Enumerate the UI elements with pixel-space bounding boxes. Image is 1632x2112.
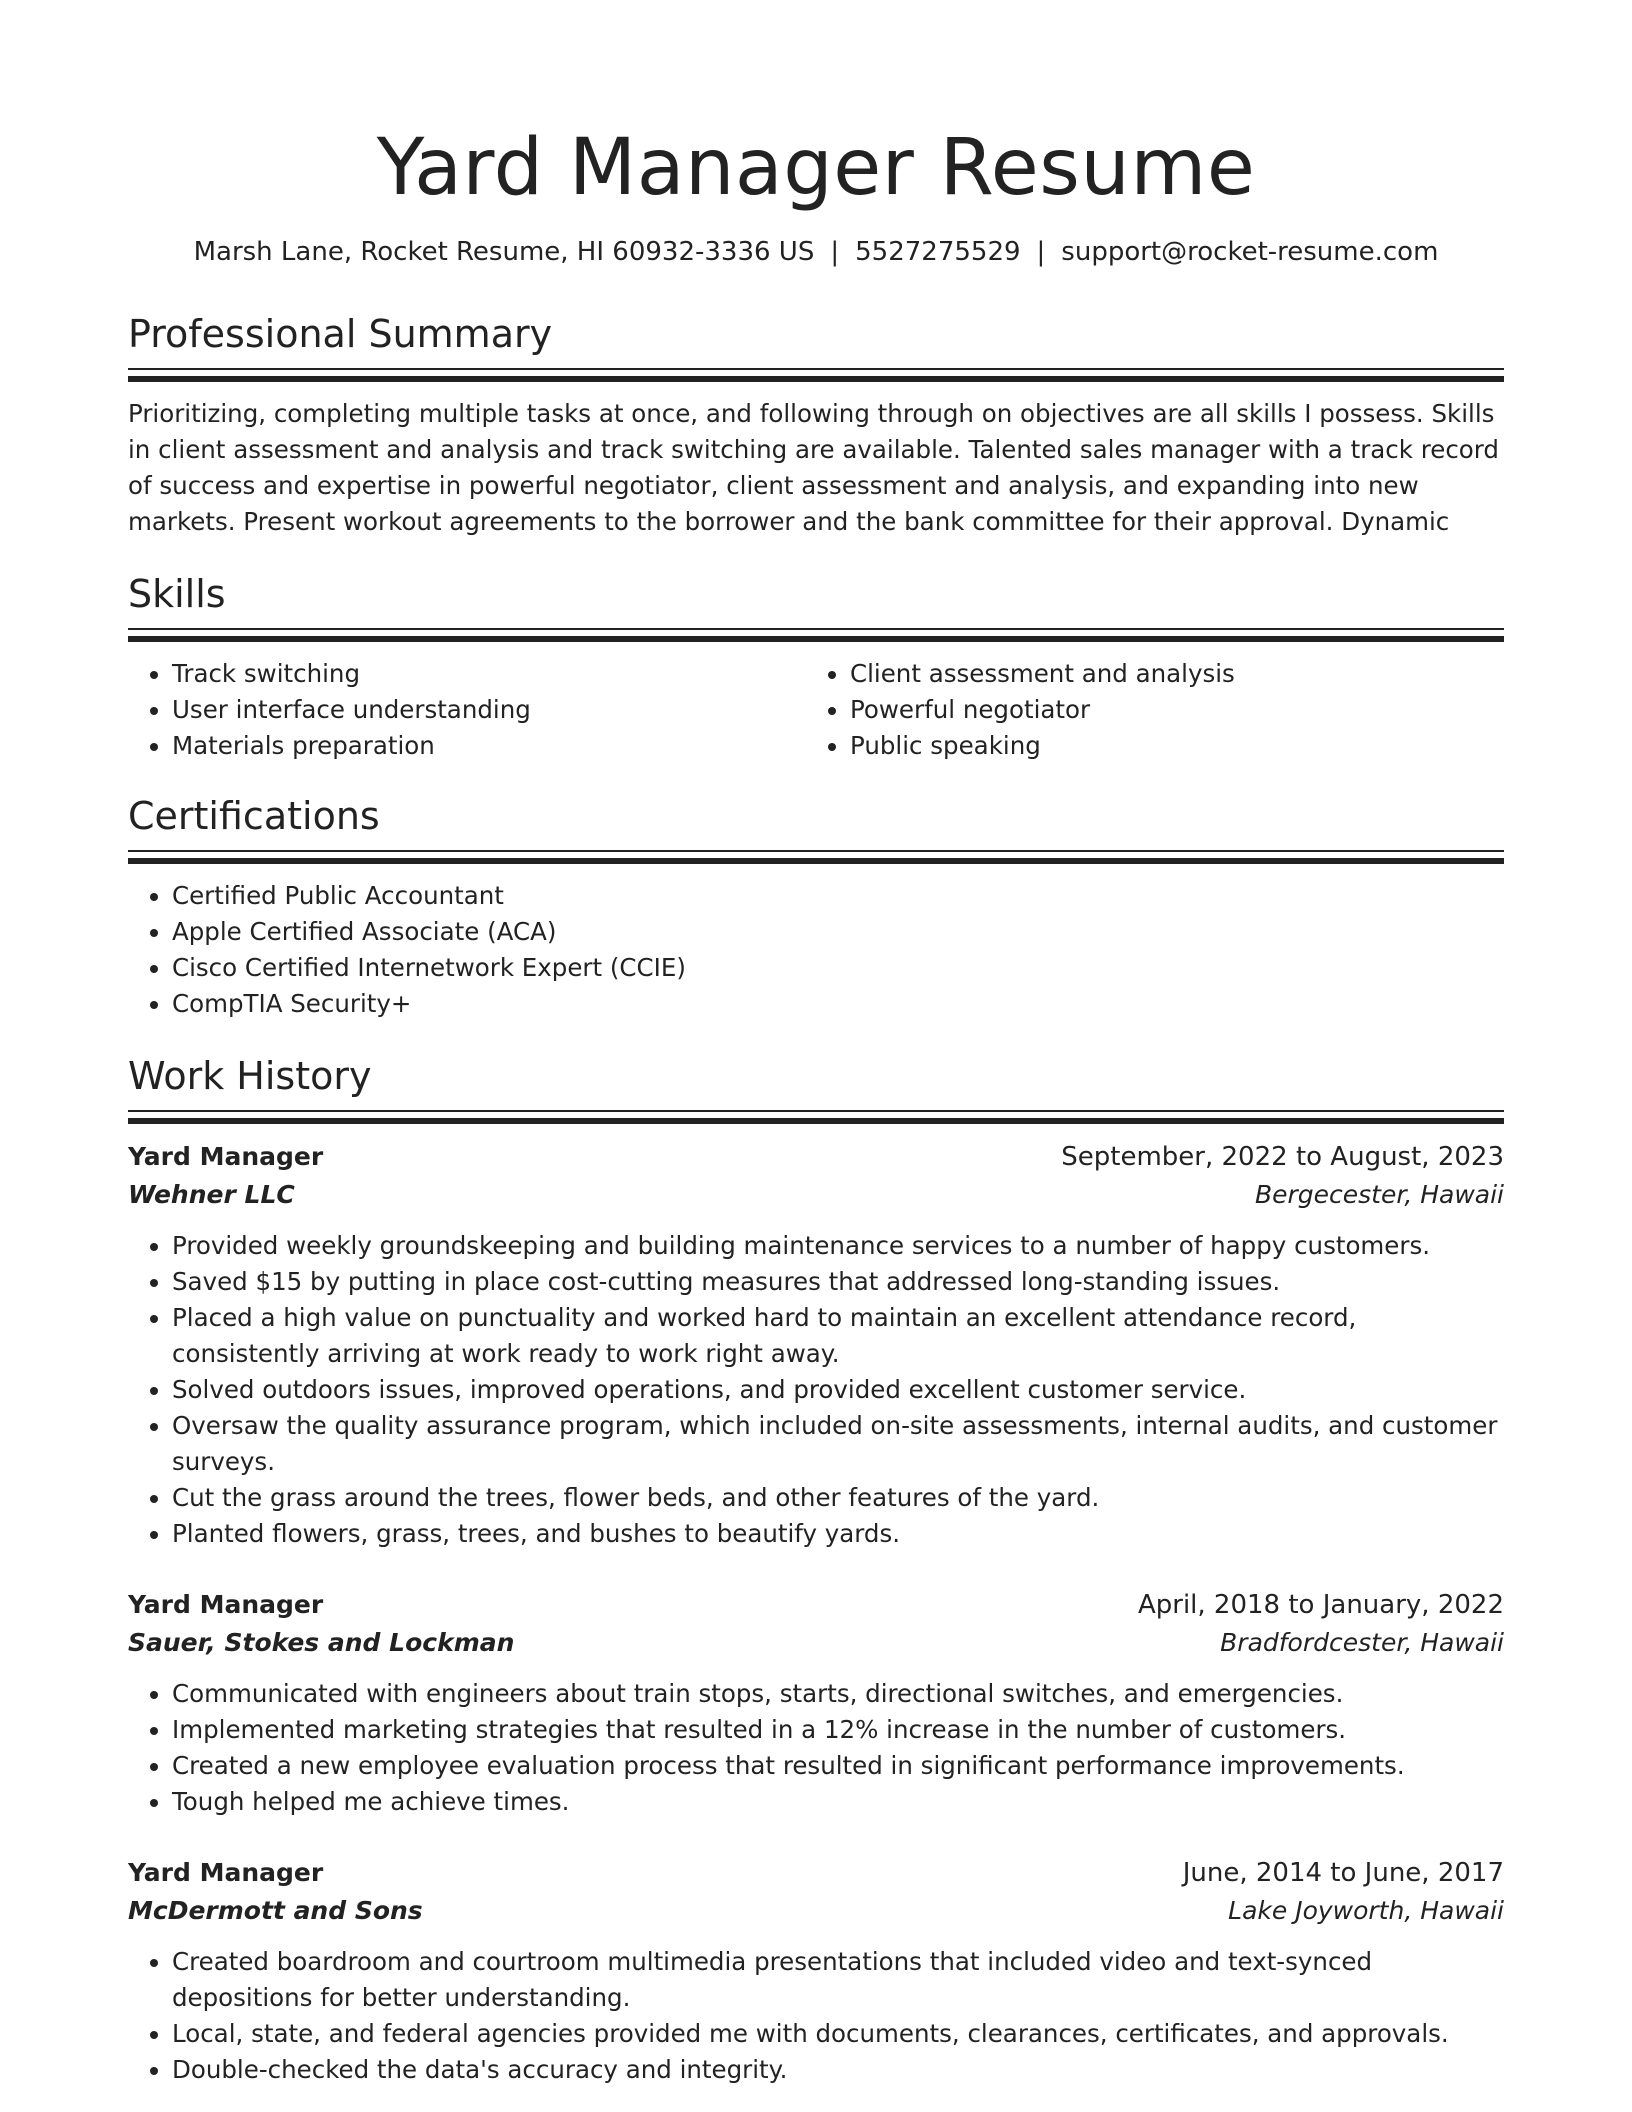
job-bullets	[128, 1228, 1504, 1552]
job-title: Yard Manager	[128, 1590, 324, 1619]
summary-section	[128, 310, 1504, 540]
job-entry	[128, 1138, 1504, 1552]
job-location: Lake Joyworth, Hawaii	[1228, 1896, 1504, 1925]
job-header	[128, 1586, 1504, 1624]
job-subheader	[128, 1892, 1504, 1930]
job-entry	[128, 1586, 1504, 1820]
job-bullet: • Communicated with engineers about train stops, starts, directional switches, and emergencies.	[172, 1676, 1504, 1712]
summary-text: Prioritizing, completing multiple tasks at once, and following through on objectives are all skills I possess. Skills in client assessment and analysis and track switching are available. Talented sales manager with a track record of success and expertise in powerful negotiator, client assessment and analysis, and expanding into new markets. Present workout agreements to the borrower and the bank committee for their approval. Dynamic	[128, 399, 1499, 536]
job-bullet: • Created boardroom and courtroom multimedia presentations that included video and text-synced depositions for better understanding.	[172, 1944, 1504, 2016]
skills-columns	[128, 656, 1504, 764]
job-company: McDermott and Sons	[128, 1896, 423, 1925]
job-location: Bergecester, Hawaii	[1254, 1180, 1504, 1209]
job-bullet: • Cut the grass around the trees, flower beds, and other features of the yard.	[172, 1480, 1504, 1516]
job-dates: June, 2014 to June, 2017	[1182, 1858, 1504, 1888]
section-divider	[128, 368, 1504, 382]
skill-item: • Client assessment and analysis	[850, 656, 1484, 692]
certifications-section	[128, 792, 1504, 1022]
skill-item: • User interface understanding	[172, 692, 806, 728]
section-heading-certifications: Certifications	[128, 794, 380, 838]
job-bullet: • Local, state, and federal agencies provided me with documents, clearances, certificates, and approvals.	[172, 2016, 1504, 2052]
job-bullet: • Double-checked the data's accuracy and integrity.	[172, 2052, 1504, 2088]
job-company: Sauer, Stokes and Lockman	[128, 1628, 515, 1657]
job-bullets	[128, 1676, 1504, 1820]
job-header	[128, 1138, 1504, 1176]
skills-list-left	[128, 656, 806, 764]
job-bullet: • Solved outdoors issues, improved operations, and provided excellent customer service.	[172, 1372, 1504, 1408]
skills-list-right	[806, 656, 1484, 764]
job-bullet: • Placed a high value on punctuality and worked hard to maintain an excellent attendance record, consistently arriving at work ready to work right away.	[172, 1300, 1504, 1372]
resume-title: Yard Manager Resume	[376, 123, 1256, 213]
job-bullet: • Planted flowers, grass, trees, and bushes to beautify yards.	[172, 1516, 1504, 1552]
certification-item: • Apple Certified Associate (ACA)	[172, 914, 1504, 950]
work-history-section	[128, 1052, 1504, 2088]
job-company: Wehner LLC	[128, 1180, 295, 1209]
certification-item: • CompTIA Security+	[172, 986, 1504, 1022]
job-bullet: • Tough helped me achieve times.	[172, 1784, 1504, 1820]
job-dates: September, 2022 to August, 2023	[1061, 1142, 1504, 1172]
job-bullet: • Implemented marketing strategies that resulted in a 12% increase in the number of customers.	[172, 1712, 1504, 1748]
skill-item: • Public speaking	[850, 728, 1484, 764]
job-title: Yard Manager	[128, 1142, 324, 1171]
certification-item: • Certified Public Accountant	[172, 878, 1504, 914]
job-dates: April, 2018 to January, 2022	[1137, 1590, 1504, 1620]
contact-phone: 5527275529	[855, 237, 1021, 267]
job-title: Yard Manager	[128, 1858, 324, 1887]
job-header	[128, 1854, 1504, 1892]
skill-item: • Track switching	[172, 656, 806, 692]
section-heading-summary: Professional Summary	[128, 312, 553, 356]
job-entry	[128, 1854, 1504, 2088]
contact-email[interactable]: support@rocket-resume.com	[1061, 237, 1439, 267]
resume-page	[128, 0, 1504, 2088]
skill-item: • Powerful negotiator	[850, 692, 1484, 728]
contact-address: Marsh Lane, Rocket Resume, HI 60932-3336 US	[193, 237, 815, 267]
skills-section	[128, 570, 1504, 764]
job-bullet: • Created a new employee evaluation process that resulted in significant performance improvements.	[172, 1748, 1504, 1784]
section-heading-skills: Skills	[128, 572, 226, 616]
job-location: Bradfordcester, Hawaii	[1220, 1628, 1504, 1657]
certification-item: • Cisco Certified Internetwork Expert (CCIE)	[172, 950, 1504, 986]
section-heading-work-history: Work History	[128, 1054, 372, 1098]
job-subheader	[128, 1624, 1504, 1662]
job-subheader	[128, 1176, 1504, 1214]
contact-line	[128, 234, 1504, 270]
section-divider	[128, 850, 1504, 864]
job-bullets	[128, 1944, 1504, 2088]
skill-item: • Materials preparation	[172, 728, 806, 764]
job-bullet: • Provided weekly groundskeeping and building maintenance services to a number of happy customers.	[172, 1228, 1504, 1264]
contact-separator: |	[830, 237, 840, 267]
job-bullet: • Saved $15 by putting in place cost-cutting measures that addressed long-standing issues.	[172, 1264, 1504, 1300]
certifications-list	[128, 878, 1504, 1022]
section-divider	[128, 628, 1504, 642]
contact-separator: |	[1036, 237, 1046, 267]
section-divider	[128, 1110, 1504, 1124]
job-bullet: • Oversaw the quality assurance program, which included on-site assessments, internal audits, and customer surveys.	[172, 1408, 1504, 1480]
